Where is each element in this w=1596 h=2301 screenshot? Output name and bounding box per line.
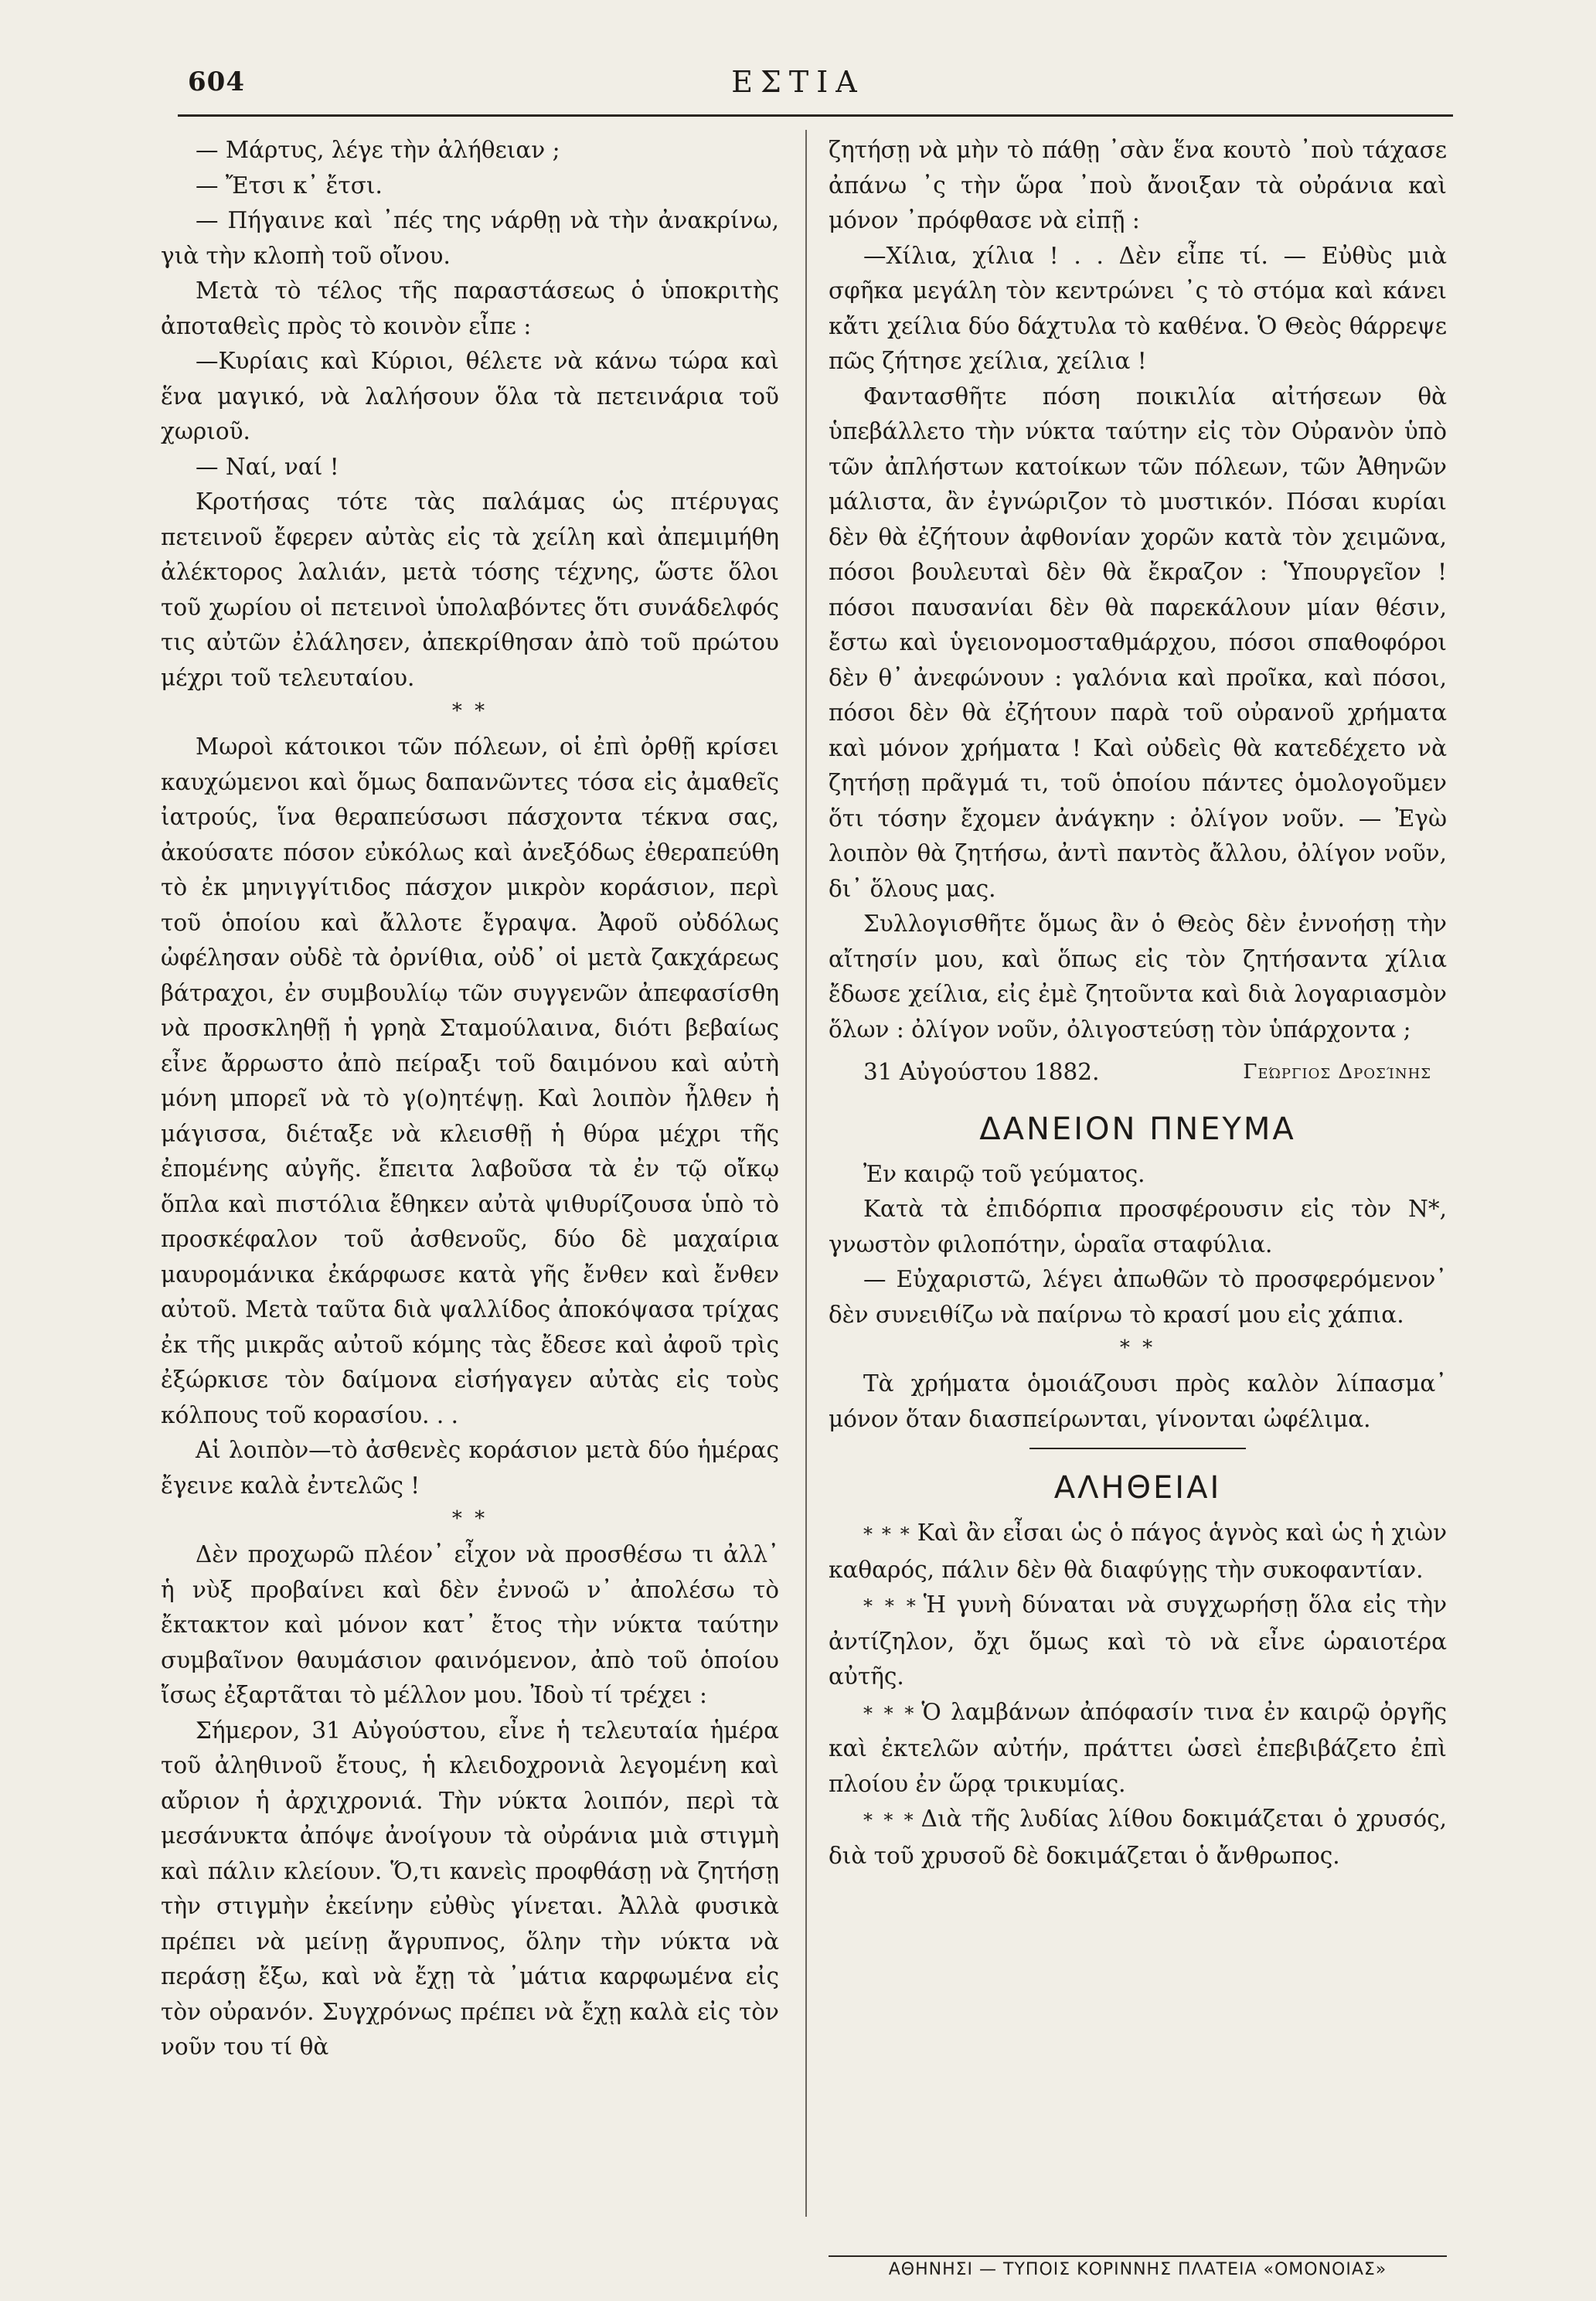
dialogue-line: — Μάρτυς, λέγε τὴν ἀλήθειαν ;: [196, 137, 560, 163]
article-signature: [829, 1055, 1447, 1091]
column-divider: [805, 130, 807, 2217]
printer-imprint: ΑΘΗΝΗΣΙ — ΤΥΠΟΙΣ ΚΟΡΙΝΝΗΣ ΠΛΑΤΕΙΑ «ΟΜΟΝΟΙΑΣ»: [888, 2260, 1387, 2279]
paragraph: Τὰ χρήματα ὁμοιάζουσι πρὸς καλὸν λίπασμα᾽ μόνον ὅταν διασπείρωνται, γίνονται ὠφέλιμα.: [829, 1370, 1447, 1432]
dialogue-line: — Πήγαινε καὶ ᾽πές της νάρθῃ νὰ τὴν ἀνακρίνω, γιὰ τὴν κλοπὴ τοῦ οἴνου.: [161, 207, 779, 269]
section-separator: * *: [1119, 1336, 1156, 1360]
aphorism-marker: * * *: [863, 1595, 917, 1617]
section-rule: [1029, 1448, 1246, 1449]
aphorism-text: Διὰ τῆς λυδίας λίθου δοκιμάζεται ὁ χρυσός, διὰ τοῦ χρυσοῦ δὲ δοκιμάζεται ὁ ἄνθρωπος.: [829, 1806, 1447, 1869]
aphorism: [829, 1802, 1447, 1874]
aphorism-marker: * * *: [863, 1523, 911, 1545]
paragraph: Φαντασθῆτε πόση ποικιλία αἰτήσεων θὰ ὑπεβάλλετο τὴν νύκτα ταύτην εἰς τὸν Οὐρανὸν ὑπὸ τῶν ἀπλήστων κατοίκων τῶν πόλεων, τῶν Ἀθηνῶν μάλιστα, ἂν ἐγνώριζον τὸ μυστικόν. Πόσαι κυρίαι δὲν θὰ ἐζήτουν ἀφθονίαν χορῶν κατὰ τὸν χειμῶνα, πόσοι βουλευταὶ δὲν θὰ ἔκραζον : Ὑπουργεῖον ! πόσοι παυσανίαι δὲν θὰ παρεκάλουν μίαν θέσιν, ἔστω καὶ ὑγειονομοσταθμάρχου, πόσοι σπαθοφόροι δὲν θ᾽ ἀνεφώνουν : γαλόνια καὶ προῖκα, καὶ πόσοι, πόσοι δὲν θὰ ἐζήτουν παρὰ τοῦ οὐρανοῦ χρήματα καὶ μόνον χρήματα ! Καὶ οὐδεὶς θὰ κατεδέχετο νὰ ζητήσῃ πρᾶγμά τι, τοῦ ὁποίου πάντες ὁμολογοῦμεν ὅτι τόσην ἔχομεν ἀνάγκην : ὀλίγον νοῦν. — Ἐγὼ λοιπὸν θὰ ζητήσω, ἀντὶ παντὸς ἄλλου, ὀλίγον νοῦν, δι᾽ ὅλους μας.: [829, 383, 1447, 902]
header-rule: [178, 114, 1453, 117]
section-separator: * *: [451, 1507, 488, 1530]
paragraph: Κροτήσας τότε τὰς παλάμας ὡς πτέρυγας πετεινοῦ ἔφερεν αὐτὰς εἰς τὰ χείλη καὶ ἀπεμιμήθη ἀλέκτορος λαλιάν, μετὰ τόσης τέχνης, ὥστε ὅλοι τοῦ χωρίου οἱ πετεινοὶ ὑπολαβόντες ὅτι συνάδελφός τις αὐτῶν ἐλάλησεν, ἀπεκρίθησαν ἀπὸ τοῦ πρώτου μέχρι τοῦ τελευταίου.: [161, 488, 779, 691]
dialogue-line: — Ναί, ναί !: [196, 453, 339, 480]
running-head: ΕΣΤΙΑ: [731, 65, 865, 99]
right-column: [829, 133, 1447, 1874]
aphorism: [829, 1588, 1447, 1695]
aphorism-text: Ἡ γυνὴ δύναται νὰ συγχωρήσῃ ὅλα εἰς τὴν ἀντίζηλον, ὄχι ὅμως καὶ τὸ νὰ εἶνε ὡραιοτέρα αὐτῆς.: [829, 1591, 1447, 1690]
paragraph: Συλλογισθῆτε ὅμως ἂν ὁ Θεὸς δὲν ἐννοήσῃ τὴν αἴτησίν μου, καὶ ὅπως εἰς τὸν ζητήσαντα χίλια ἔδωσε χείλια, εἰς ἐμὲ ζητοῦντα καὶ διὰ λογαριασμὸν ὅλων : ὀλίγον νοῦν, ὀλιγοστεύσῃ τὸν ὑπάρχοντα ;: [829, 911, 1447, 1043]
footer-rule: [829, 2255, 1447, 2257]
left-column: [161, 133, 779, 2065]
aphorism-text: Ὁ λαμβάνων ἀπόφασίν τινα ἐν καιρῷ ὀργῆς καὶ ἐκτελῶν αὐτήν, πράττει ὡσεὶ ἐπεβιβάζετο ἐπὶ πλοίου ἐν ὥρᾳ τρικυμίας.: [829, 1698, 1447, 1797]
paragraph: ζητήσῃ νὰ μὴν τὸ πάθῃ ᾽σὰν ἕνα κουτὸ ᾽ποὺ τάχασε ἀπάνω ᾽ς τὴν ὥρα ᾽ποὺ ἄνοιξαν τὰ οὐράνια καὶ μόνον ᾽πρόφθασε νὰ εἰπῇ :: [829, 137, 1447, 233]
paragraph: Μετὰ τὸ τέλος τῆς παραστάσεως ὁ ὑποκριτὴς ἀποταθεὶς πρὸς τὸ κοινὸν εἶπε :: [161, 277, 779, 339]
paragraph: Μωροὶ κάτοικοι τῶν πόλεων, οἱ ἐπὶ ὀρθῇ κρίσει καυχώμενοι καὶ ὅμως δαπανῶντες τόσα εἰς ἀμαθεῖς ἰατρούς, ἵνα θεραπεύσωσι πάσχοντα τέκνα σας, ἀκούσατε πόσον εὐκόλως καὶ ἀνεξόδως ἐθεραπεύθη τὸ ἐκ μηνιγγίτιδος πάσχον μικρὸν κοράσιον, περὶ τοῦ ὁποίου καὶ ἄλλοτε ἔγραψα. Ἀφοῦ οὐδόλως ὠφέλησαν οὐδὲ τὰ ὀρνίθια, οὐδ᾽ οἱ μετὰ ζακχάρεως βάτραχοι, ἐν συμβουλίῳ τῶν συγγενῶν ἀπεφασίσθη νὰ προσκληθῇ ἡ γρηὰ Σταμούλαινα, διότι βεβαίως εἶνε ἄρρωστο ἀπὸ πείραξι τοῦ δαιμόνου καὶ αὐτὴ μόνη μπορεῖ νὰ τὸ γ(ο)ητέψῃ. Καὶ λοιπὸν ἦλθεν ἡ μάγισσα, διέταξε νὰ κλεισθῇ ἡ θύρα μέχρι τῆς ἐπομένης αὐγῆς. ἔπειτα λαβοῦσα τὰ ἐν τῷ οἴκῳ ὅπλα καὶ πιστόλια ἔθηκεν αὐτὰ ψιθυρίζουσα ὑπὸ τὸ προσκέφαλον τοῦ ἀσθενοῦς, δύο δὲ μαχαίρια μαυρομάνικα ἐκάρφωσε κατὰ γῆς ἔνθεν καὶ ἔνθεν αὐτοῦ. Μετὰ ταῦτα διὰ ψαλλίδος ἀποκόψασα τρίχας ἐκ τῆς μικρᾶς αὐτοῦ κόμης τὰς ἔδεσε καὶ ἀφοῦ τρὶς ἐξώρκισε τὸν δαίμονα εἰσήγαγεν αὐτὰς εἰς τοὺς κόλπους τοῦ κορασίου. . .: [161, 734, 779, 1428]
dialogue-line: — Ἔτσι κ᾽ ἔτσι.: [196, 172, 383, 199]
aphorism: [829, 1695, 1447, 1802]
paragraph: Δὲν προχωρῶ πλέον᾽ εἶχον νὰ προσθέσω τι ἀλλ᾽ ἡ νὺξ προβαίνει καὶ δὲν ἐννοῶ ν᾽ ἀπολέσω τὸ ἔκτακτον καὶ μόνον κατ᾽ ἔτος τὴν νύκτα ταύτην συμβαῖνον θαυμάσιον φαινόμενον, ἀπὸ τοῦ ὁποίου ἴσως ἐξαρτᾶται τὸ μέλλον μου. Ἰδοὺ τί τρέχει :: [161, 1541, 779, 1708]
paragraph: Αἱ λοιπὸν—τὸ ἀσθενὲς κοράσιον μετὰ δύο ἡμέρας ἔγεινε καλὰ ἐντελῶς !: [161, 1437, 779, 1499]
dialogue-line: —Κυρίαις καὶ Κύριοι, θέλετε νὰ κάνω τώρα καὶ ἕνα μαγικό, νὰ λαλήσουν ὅλα τὰ πετεινάρια τοῦ χωριοῦ.: [161, 348, 779, 444]
paragraph: Σήμερον, 31 Αὐγούστου, εἶνε ἡ τελευταία ἡμέρα τοῦ ἀληθινοῦ ἔτους, ἡ κλειδοχρονιὰ λεγομένη καὶ αὔριον ἡ ἀρχιχρονιά. Τὴν νύκτα λοιπόν, περὶ τὰ μεσάνυκτα ἀπόψε ἀνοίγουν τὰ οὐράνια μιὰ στιγμὴ καὶ πάλιν κλείουν. Ὅ,τι κανεὶς προφθάσῃ νὰ ζητήσῃ τὴν στιγμὴν ἐκείνην εὐθὺς γίνεται. Ἀλλὰ φυσικὰ πρέπει νὰ μείνῃ ἄγρυπνος, ὅλην τὴν νύκτα νὰ περάσῃ ἔξω, καὶ νὰ ἔχῃ τὰ ᾽μάτια καρφωμένα εἰς τὸν οὐρανόν. Συγχρόνως πρέπει νὰ ἔχῃ καλὰ εἰς τὸν νοῦν του τί θὰ: [161, 1717, 779, 2060]
section-separator: * *: [451, 699, 488, 723]
aphorism-marker: * * *: [863, 1702, 916, 1724]
paragraph: — Εὐχαριστῶ, λέγει ἀπωθῶν τὸ προσφερόμενον᾽ δὲν συνειθίζω νὰ παίρνω τὸ κρασί μου εἰς χάπια.: [829, 1266, 1447, 1328]
page-number: 604: [188, 66, 245, 97]
paragraph: Κατὰ τὰ ἐπιδόρπια προσφέρουσιν εἰς τὸν Ν*, γνωστὸν φιλοπότην, ὡραῖα σταφύλια.: [829, 1196, 1447, 1258]
aphorism: [829, 1516, 1447, 1588]
paragraph: —Χίλια, χίλια ! . . Δὲν εἶπε τί. — Εὐθὺς μιὰ σφῆκα μεγάλη τὸν κεντρώνει ᾽ς τὸ στόμα καὶ κάνει κἄτι χείλια δύο δάχτυλα τὸ καθένα. Ὁ Θεὸς θάρρεψε πῶς ζήτησε χείλια, χείλια !: [829, 242, 1447, 374]
signature-date: 31 Αὐγούστου 1882.: [863, 1059, 1100, 1085]
section-title-aletheiai: ΑΛΗΘΕΙΑΙ: [1053, 1470, 1222, 1506]
aphorism-text: Καὶ ἂν εἶσαι ὡς ὁ πάγος ἁγνὸς καὶ ὡς ἡ χιὼν καθαρός, πάλιν δὲν θὰ διαφύγῃς τὴν συκοφαντίαν.: [829, 1520, 1448, 1583]
paragraph: Ἐν καιρῷ τοῦ γεύματος.: [863, 1160, 1145, 1187]
section-title-daneion-pneuma: ΔΑΝΕΙΟΝ ΠΝΕΥΜΑ: [979, 1111, 1296, 1147]
signature-author: Γεώργιος Δροσίνης: [1243, 1060, 1431, 1084]
aphorism-marker: * * *: [863, 1809, 915, 1831]
